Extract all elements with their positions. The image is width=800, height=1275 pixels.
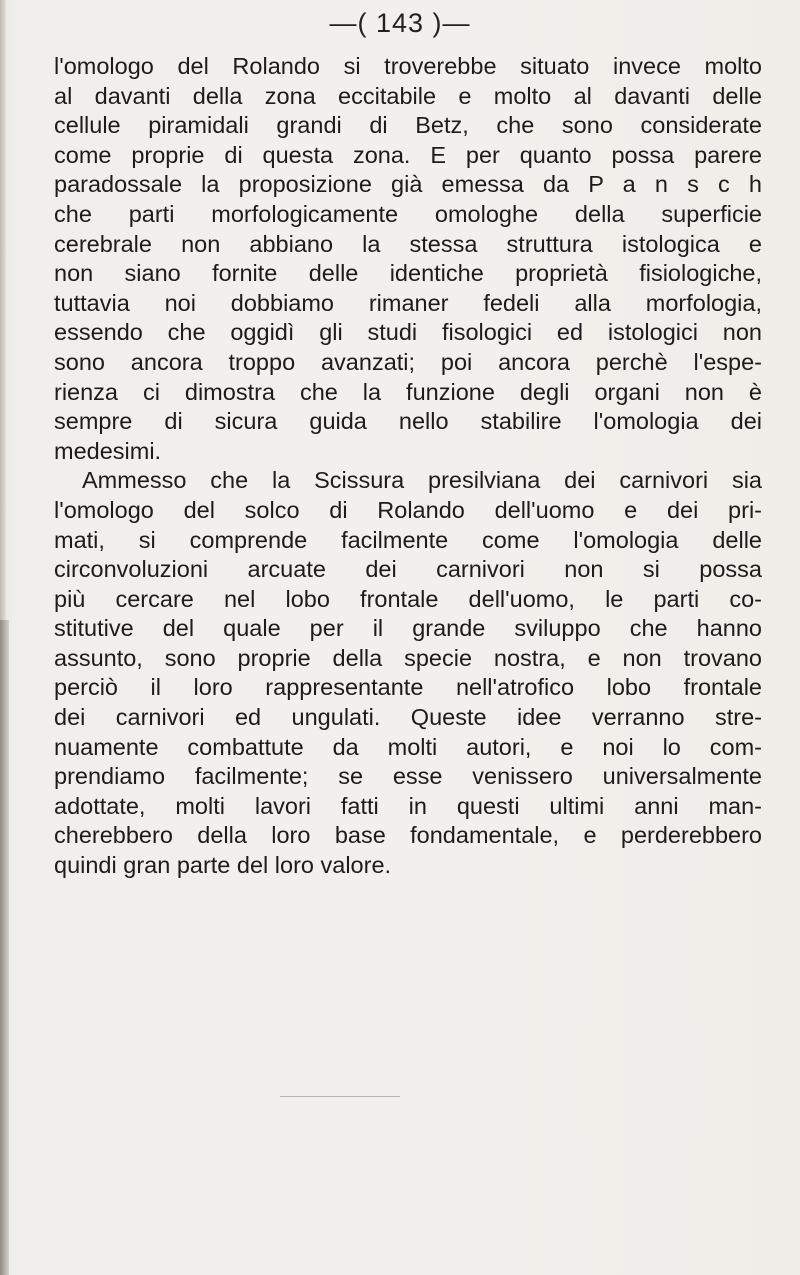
text-line: l'omologo del solco di Rolando dell'uomo e dei pri-	[54, 496, 762, 523]
text-line: stitutive del quale per il grande sviluppo che hanno	[54, 615, 762, 642]
text-line: circonvoluzioni arcuate dei carnivori non si possa	[54, 556, 762, 583]
text-line: sono ancora troppo avanzati; poi ancora perchè l'espe-	[54, 348, 762, 375]
text-line: cerebrale non abbiano la stessa struttura istologica e	[54, 230, 762, 257]
text-line: l'omologo del Rolando si troverebbe situato invece molto	[54, 53, 762, 79]
text-line: rienza ci dimostra che la funzione degli organi non è	[54, 378, 762, 405]
text-line: adottate, molti lavori fatti in questi ultimi anni man-	[54, 792, 762, 819]
text-line: al davanti della zona eccitabile e molto al davanti delle	[54, 82, 762, 109]
page-smudge-line	[280, 1096, 400, 1097]
paragraph-2	[54, 466, 762, 880]
text-line: perciò il loro rappresentante nell'atrofico lobo frontale	[54, 674, 762, 701]
text-line: prendiamo facilmente; se esse venissero universalmente	[54, 763, 762, 790]
text-line: più cercare nel lobo frontale dell'uomo, le parti co-	[54, 585, 762, 612]
text-line: tuttavia noi dobbiamo rimaner fedeli alla morfologia,	[54, 289, 762, 316]
text-line: dei carnivori ed ungulati. Queste idee verranno stre-	[54, 704, 762, 731]
text-line: come proprie di questa zona. E per quanto possa parere	[54, 141, 762, 168]
body-text	[54, 52, 762, 881]
paragraph-1	[54, 52, 762, 466]
page-number: —( 143 )—	[329, 8, 471, 38]
binding-edge-shadow	[0, 620, 9, 1275]
text-line: nuamente combattute da molti autori, e noi lo com-	[54, 733, 762, 760]
text-line: essendo che oggidì gli studi fisologici ed istologici non	[54, 319, 762, 346]
text-line: medesimi.	[54, 437, 162, 464]
text-line: non siano fornite delle identiche proprietà fisiologiche,	[54, 260, 762, 287]
text-line: quindi gran parte del loro valore.	[54, 852, 392, 879]
text-line: Ammesso che la Scissura presilviana dei carnivori sia	[82, 467, 762, 494]
text-line: sempre di sicura guida nello stabilire l'omologia dei	[54, 408, 762, 435]
text-line: paradossale la proposizione già emessa da P a n s c h	[54, 171, 762, 198]
text-line: mati, si comprende facilmente come l'omologia delle	[54, 526, 762, 553]
text-line: assunto, sono proprie della specie nostra, e non trovano	[54, 644, 762, 671]
text-line: cellule piramidali grandi di Betz, che sono considerate	[54, 112, 762, 139]
text-line: cherebbero della loro base fondamentale, e perderebbero	[54, 822, 762, 849]
text-line: che parti morfologicamente omologhe della superficie	[54, 200, 762, 227]
